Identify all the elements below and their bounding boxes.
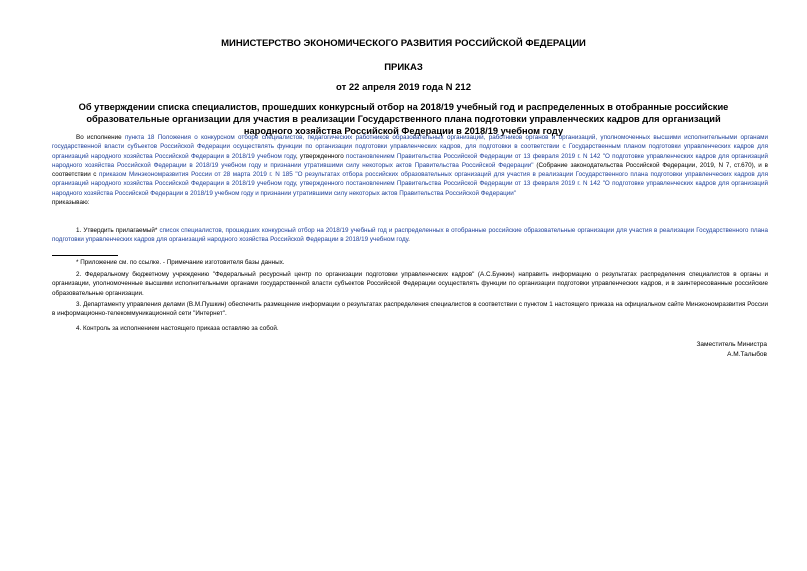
- ministry-heading: МИНИСТЕРСТВО ЭКОНОМИЧЕСКОГО РАЗВИТИЯ РОССИЙСКОЙ ФЕДЕРАЦИИ: [221, 38, 586, 49]
- item-1: [52, 226, 768, 245]
- footnote: [52, 258, 768, 267]
- footnote-text: * Приложение см. по ссылке. - Примечание изготовителя базы данных.: [76, 259, 285, 266]
- document-date-number: от 22 апреля 2019 года N 212: [336, 82, 471, 93]
- preamble-text-1: , утвержденного: [295, 152, 344, 160]
- item-4-text: 4. Контроль за исполнением настоящего приказа оставляю за собой.: [76, 325, 279, 332]
- item-4: [52, 324, 768, 333]
- item-3-text: 3. Департаменту управления делами (В.М.Пушкин) обеспечить размещение информации о результатах распределения специалистов в соответствии с пунктом 1 настоящего приказа на официальном сайте Минэкономразвития России в информационно-телекоммуникационной сети "Интернет".: [52, 301, 768, 318]
- regulation-link[interactable]: пункта 18 Положения о конкурсном отборе специалистов, педагогических работников образовательных организаций, работников органов и организаций, уполномоченных высшими исполнительными органами государственной власти субъектов Российской Федерации осуществлять функции по организации подготовки управленческих кадров, для подготовки в соответствии с Государственным планом подготовки управленческих кадров для организаций народного хозяйства Российской Федерации в 2018/19 учебном году: [52, 134, 769, 160]
- specialists-list-link[interactable]: список специалистов, прошедших конкурсный отбор на 2018/19 учебный год и распределенных в отобранные российские образовательные организации для участия в реализации Государственного плана подготовки управленческих кадров для организаций народного хозяйства Российской Федерации в 2018/19 учебном году: [52, 227, 769, 244]
- signatory-name: А.М.Талыбов: [727, 350, 767, 358]
- item-3: [52, 300, 768, 319]
- item-1-tail: .: [408, 236, 410, 244]
- preamble-paragraph: [52, 133, 768, 207]
- footnote-divider: [52, 255, 118, 256]
- item-1-lead: 1. Утвердить прилагаемый*: [76, 227, 158, 234]
- order-word: приказываю:: [52, 199, 90, 207]
- ministry-order-link[interactable]: приказом Минэкономразвития России от 28 марта 2019 г. N 185 "О результатах отбора российских образовательных организаций для участия в реализации Государственного плана подготовки управленческих кадров для организаций народного хозяйства Российской Федерации в 2018/19 учебном году, утвержденного постановлением Правительства Российской Федерации от 13 февраля 2019 г. N 142 "О подготовке управленческих кадров для организаций народного хозяйства Российской Федерации в 2018/19 учебном году и признании утратившими силу некоторых актов Правительства Российской Федерации": [52, 171, 769, 197]
- signature-block: [567, 340, 767, 359]
- preamble-text-2: (Собрание законодательства Российской Федерации, 2019, N 7, ст.670), и в соответствии с: [52, 161, 768, 179]
- document-title: Об утверждении списка специалистов, прошедших конкурсный отбор на 2018/19 учебный год и распределенных в отобранные российские образовательные организации для участия в реализации Государственного плана подготовки управленческих кадров для организаций народного хозяйства Российской Федерации в 2018/19 учебном году: [78, 102, 729, 136]
- document-type: ПРИКАЗ: [384, 62, 423, 73]
- government-decree-link[interactable]: постановлением Правительства Российской Федерации от 13 февраля 2019 г. N 142 "О подготовке управленческих кадров для организаций народного хозяйства Российской Федерации в 2018/19 учебном году и признании утратившими силу некоторых актов Правительства Российской Федерации": [52, 152, 769, 169]
- signatory-position: Заместитель Министра: [696, 341, 767, 348]
- preamble-lead: Во исполнение: [76, 134, 122, 141]
- item-2: [52, 270, 768, 298]
- item-2-text: 2. Федеральному бюджетному учреждению "Федеральный ресурсный центр по организации подготовки управленческих кадров" (А.С.Бункин) направить информацию о результатах распределения специалистов в органы и организации, уполномоченные высшими исполнительными органами государственной власти субъектов Российской Федерации осуществлять функции по организации подготовки управленческих кадров, и в заинтересованные российские образовательные организации.: [52, 271, 768, 297]
